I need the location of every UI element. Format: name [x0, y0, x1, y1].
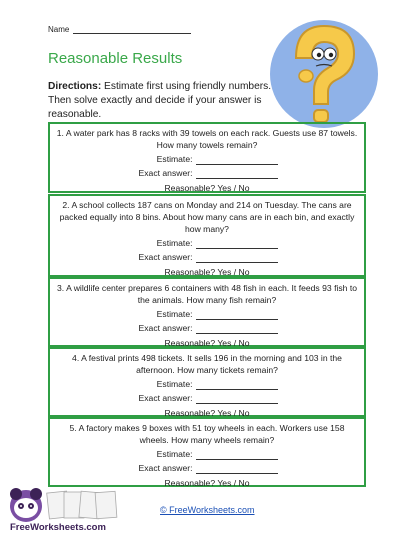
estimate-field[interactable] — [196, 310, 278, 320]
problem-text: 1. A water park has 8 racks with 39 towels on each rack. Guests use 87 towels. How many towels remain? — [56, 128, 358, 150]
exact-field[interactable] — [196, 464, 278, 474]
estimate-field[interactable] — [196, 155, 278, 165]
exact-field[interactable] — [196, 169, 278, 179]
directions-label: Directions: — [48, 81, 102, 92]
name-field[interactable] — [73, 25, 191, 34]
exact-row — [56, 251, 358, 263]
exact-row — [56, 167, 358, 179]
reasonable-prompt: Reasonable? Yes / No — [164, 267, 250, 277]
question-mark-mascot-icon — [262, 18, 384, 130]
reasonable-prompt: Reasonable? Yes / No — [164, 338, 250, 348]
exact-row — [56, 392, 358, 404]
estimate-row — [56, 308, 358, 320]
page-title: Reasonable Results — [48, 50, 183, 67]
estimate-label: Estimate: — [156, 379, 193, 389]
exact-label: Exact answer: — [138, 393, 193, 403]
exact-label: Exact answer: — [138, 168, 193, 178]
problem-box-1 — [48, 122, 366, 193]
estimate-label: Estimate: — [156, 309, 193, 319]
exact-label: Exact answer: — [138, 252, 193, 262]
problem-box-2 — [48, 194, 366, 277]
directions — [48, 80, 276, 122]
problem-box-4 — [48, 347, 366, 417]
exact-label: Exact answer: — [138, 463, 193, 473]
problem-text: 4. A festival prints 498 tickets. It sells 196 in the morning and 103 in the afternoon. How many tickets remain? — [72, 353, 342, 375]
problem-box-5 — [48, 417, 366, 487]
name-row — [48, 25, 191, 34]
problem-text: 2. A school collects 187 cans on Monday and 214 on Tuesday. The cans are packed equally into 8 bins. About how many cans are in each bin, and exactly how many? — [59, 200, 355, 234]
exact-label: Exact answer: — [138, 323, 193, 333]
problem-text: 5. A factory makes 9 boxes with 51 toy wheels in each. Workers use 158 wheels. How many wheels remain? — [69, 423, 345, 445]
exact-row — [56, 322, 358, 334]
exact-field[interactable] — [196, 253, 278, 263]
estimate-row — [56, 237, 358, 249]
exact-row — [56, 462, 358, 474]
exact-field[interactable] — [196, 394, 278, 404]
estimate-row — [56, 378, 358, 390]
reasonable-prompt: Reasonable? Yes / No — [164, 478, 250, 488]
estimate-field[interactable] — [196, 450, 278, 460]
problem-box-3 — [48, 277, 366, 347]
estimate-row — [56, 448, 358, 460]
estimate-row — [56, 153, 358, 165]
estimate-field[interactable] — [196, 239, 278, 249]
logo-text: FreeWorksheets.com — [10, 522, 106, 533]
freeworksheets-logo — [6, 486, 136, 534]
exact-field[interactable] — [196, 324, 278, 334]
problem-text: 3. A wildlife center prepares 6 containers with 48 fish in each. It feeds 93 fish to the animals. How many fish remain? — [57, 283, 357, 305]
estimate-label: Estimate: — [156, 449, 193, 459]
reasonable-prompt: Reasonable? Yes / No — [164, 408, 250, 418]
reasonable-prompt: Reasonable? Yes / No — [164, 183, 250, 193]
estimate-field[interactable] — [196, 380, 278, 390]
estimate-label: Estimate: — [156, 154, 193, 164]
estimate-label: Estimate: — [156, 238, 193, 248]
footer-link[interactable]: © FreeWorksheets.com — [160, 505, 255, 515]
name-label: Name — [48, 25, 70, 34]
directions-text: Estimate first using friendly numbers. Then solve exactly and decide if your answer is reasonable. — [48, 81, 272, 120]
